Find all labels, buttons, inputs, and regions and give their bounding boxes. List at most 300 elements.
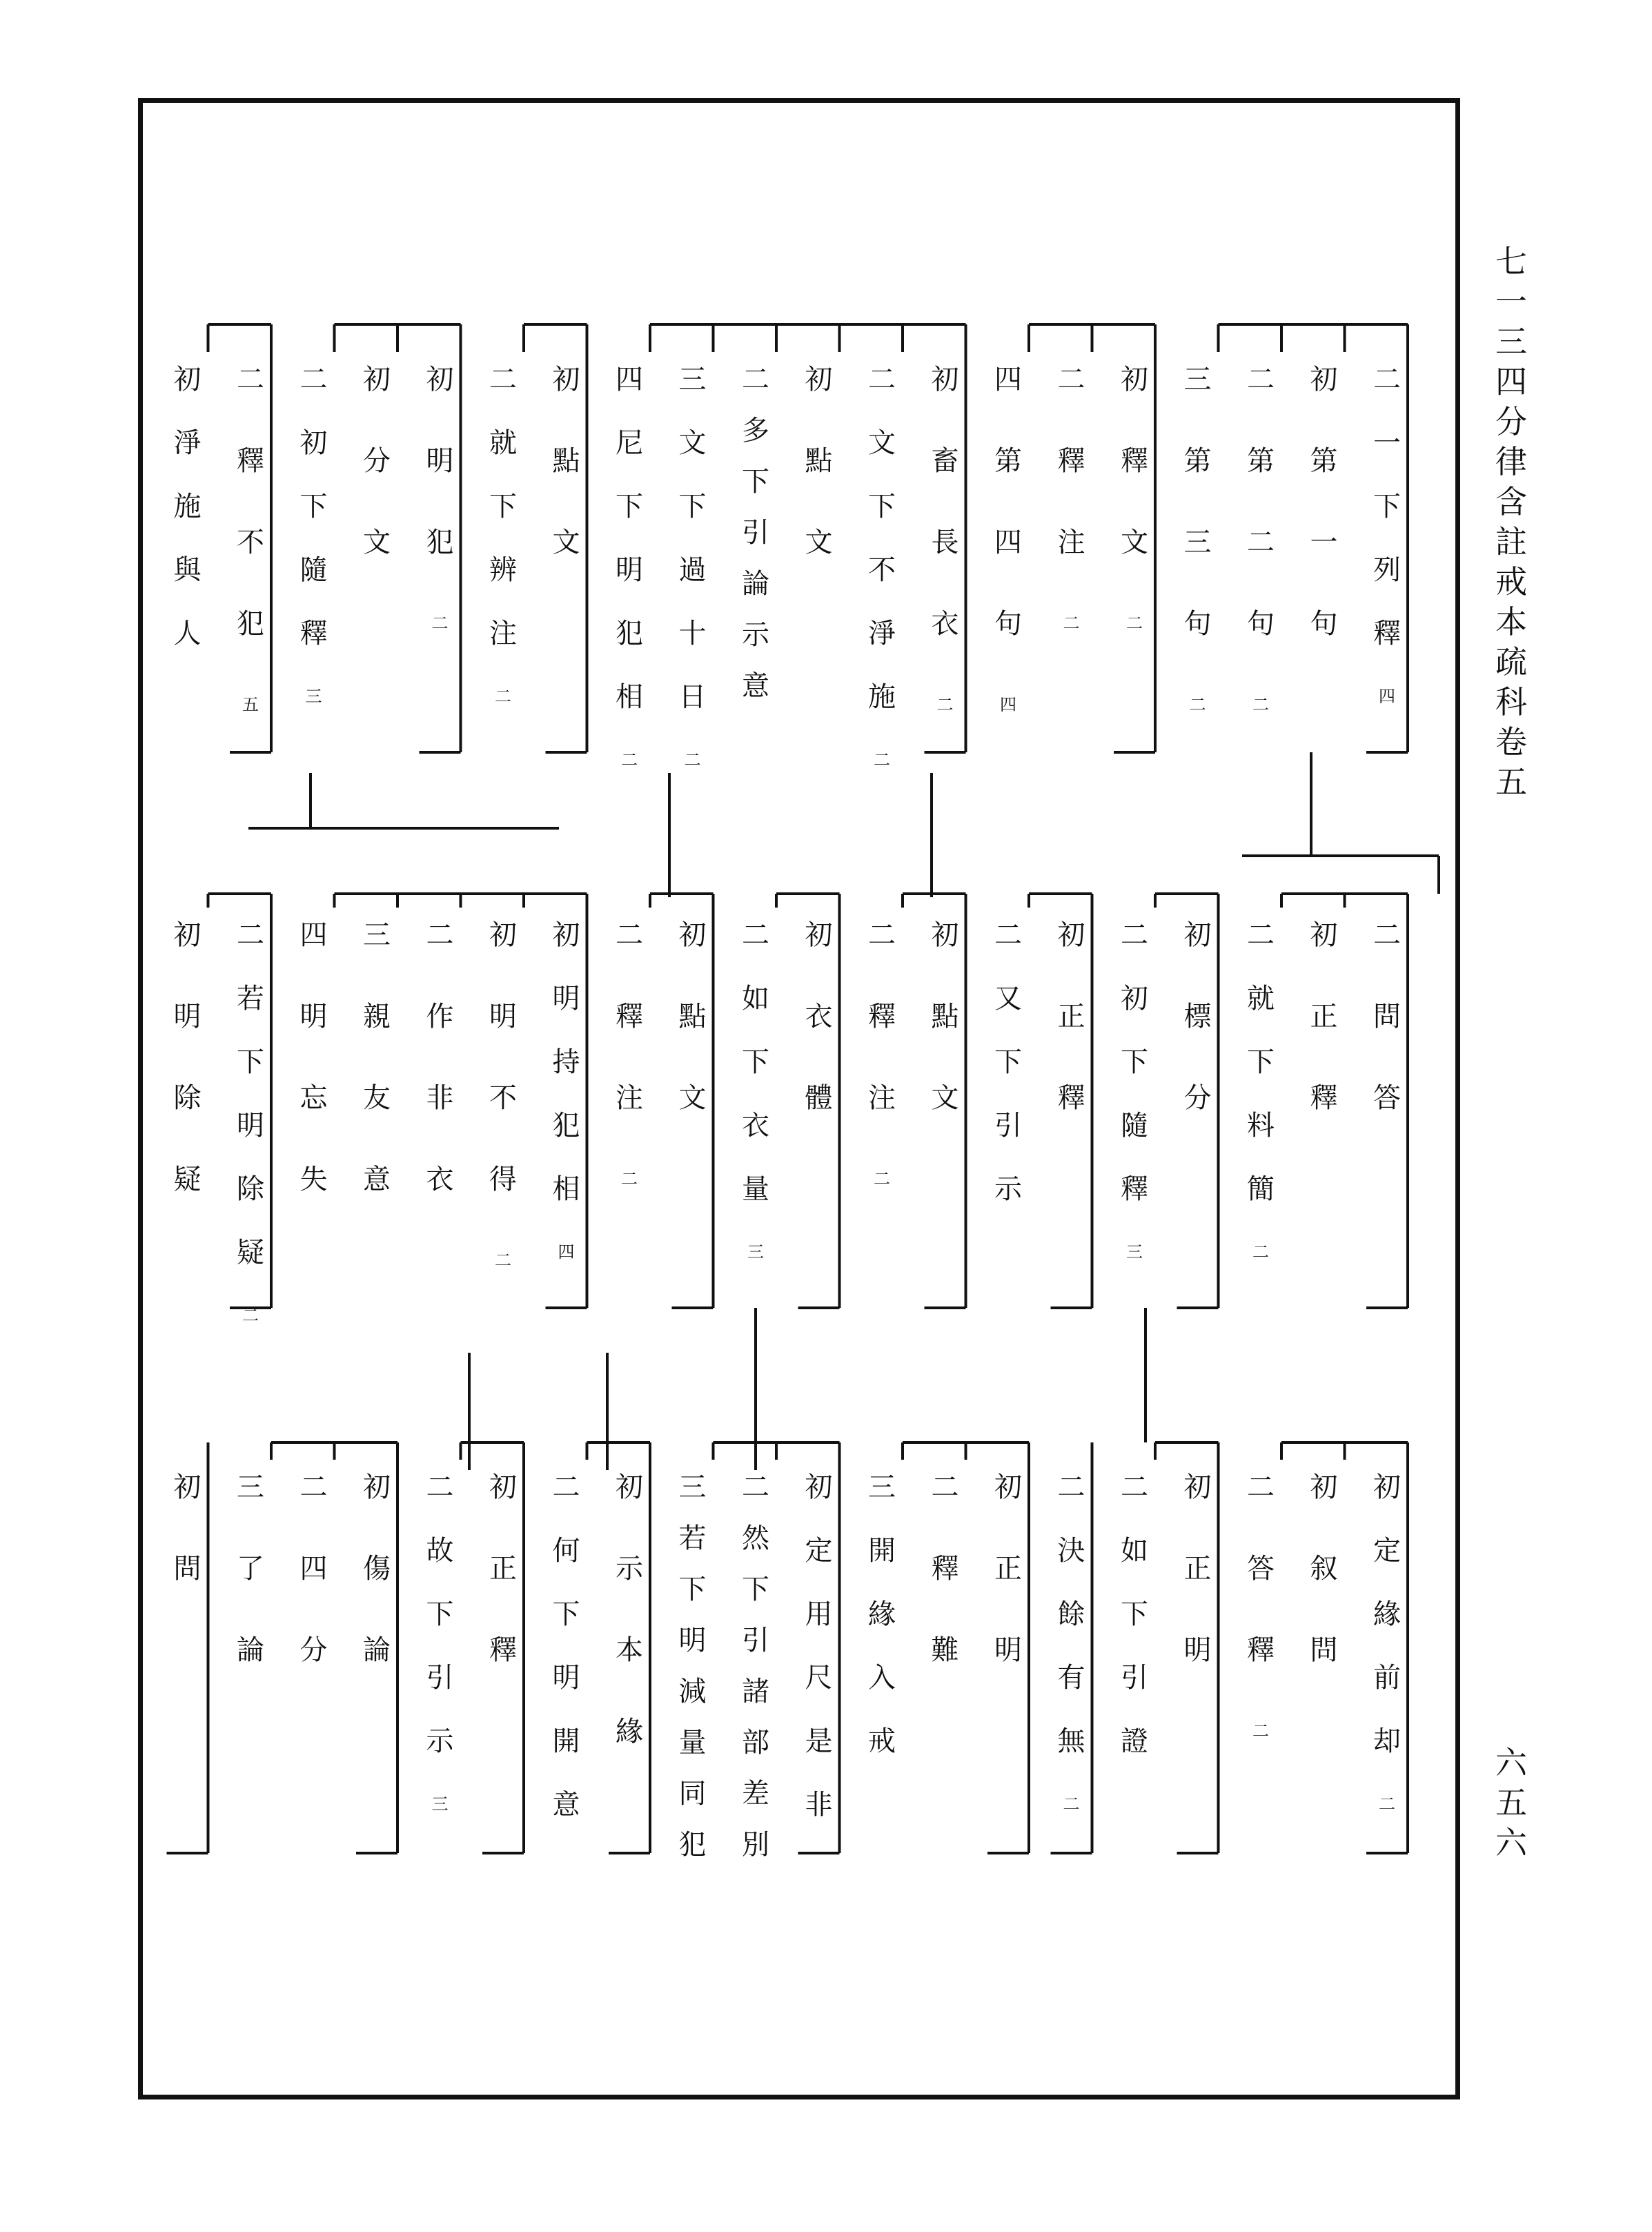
entry-char: 施 xyxy=(868,681,896,713)
subdivision-count: 二 xyxy=(242,1306,259,1325)
entry-char: 若 xyxy=(237,983,264,1015)
entry-char: 初 xyxy=(1183,1471,1212,1503)
entry-char: 證 xyxy=(1121,1725,1148,1757)
entry-char: 疑 xyxy=(237,1237,264,1269)
outline-entry xyxy=(478,366,528,705)
entry-char: 多 xyxy=(742,415,769,447)
subdivision-count: 二 xyxy=(495,1251,511,1270)
entry-char: 同 xyxy=(678,1778,707,1810)
entry-char: 用 xyxy=(805,1598,833,1630)
entry-char: 文 xyxy=(363,527,391,558)
entry-char: 友 xyxy=(363,1082,391,1114)
entry-char: 答 xyxy=(1373,1082,1401,1114)
entry-char: 明 xyxy=(237,1110,264,1142)
entry-char: 二 xyxy=(1247,1471,1275,1503)
entry-char: 點 xyxy=(805,445,833,477)
entry-char: 明 xyxy=(489,1001,517,1032)
entry-char: 下 xyxy=(742,1574,769,1605)
entry-char: 畜 xyxy=(931,445,959,477)
entry-char: 不 xyxy=(868,554,896,586)
page-number-text: 六五六 xyxy=(1495,1744,1527,1861)
outline-entry xyxy=(1362,921,1412,1166)
entry-char: 下 xyxy=(552,1598,580,1630)
subdivision-count: 三 xyxy=(1126,1242,1143,1262)
outline-entry xyxy=(983,1471,1033,1718)
entry-char: 餘 xyxy=(1057,1598,1085,1630)
entry-char: 初 xyxy=(173,364,201,395)
outline-entry xyxy=(794,366,844,610)
entry-char: 二 xyxy=(299,1471,328,1503)
entry-char: 定 xyxy=(1373,1535,1401,1567)
entry-char: 初 xyxy=(552,919,580,951)
subdivision-count: 二 xyxy=(1189,695,1206,714)
entry-char: 除 xyxy=(173,1082,201,1114)
entry-char: 相 xyxy=(552,1173,580,1205)
entry-char: 相 xyxy=(616,681,643,713)
outline-entry xyxy=(1236,1471,1286,1741)
entry-char: 下 xyxy=(1121,1598,1148,1630)
entry-char: 初 xyxy=(173,919,201,951)
entry-char: 點 xyxy=(931,1001,959,1032)
entry-char: 文 xyxy=(805,527,833,558)
entry-char: 與 xyxy=(173,554,201,586)
outline-entry xyxy=(415,1471,465,1814)
subdivision-count: 二 xyxy=(936,695,954,714)
entry-char: 明 xyxy=(616,554,643,586)
entry-char: 諸 xyxy=(742,1676,769,1707)
entry-char: 第 xyxy=(994,445,1022,477)
outline-entry xyxy=(163,921,213,1247)
outline-entry xyxy=(542,921,591,1261)
entry-char: 衣 xyxy=(426,1164,454,1195)
entry-char: 標 xyxy=(1183,1001,1212,1032)
entry-char: 二 xyxy=(742,364,769,395)
entry-char: 正 xyxy=(1183,1553,1212,1585)
subdivision-count: 二 xyxy=(495,687,511,706)
entry-char: 本 xyxy=(616,1634,643,1666)
entry-char: 犯 xyxy=(552,1110,580,1142)
entry-char: 下 xyxy=(489,491,517,522)
outline-entry xyxy=(289,366,339,705)
outline-entry xyxy=(1110,366,1159,632)
subdivision-count: 二 xyxy=(431,614,449,633)
entry-char: 三 xyxy=(678,1471,707,1503)
entry-char: 初 xyxy=(299,427,328,459)
outline-entry xyxy=(1236,921,1286,1261)
entry-char: 非 xyxy=(805,1789,833,1821)
entry-char: 明 xyxy=(994,1634,1022,1666)
entry-char: 示 xyxy=(616,1553,643,1585)
subdivision-count: 二 xyxy=(1252,1242,1269,1262)
entry-char: 句 xyxy=(1247,608,1275,640)
entry-char: 二 xyxy=(299,364,328,395)
entry-char: 部 xyxy=(742,1727,769,1759)
entry-char: 初 xyxy=(1373,1471,1401,1503)
entry-char: 緣 xyxy=(868,1598,896,1630)
entry-char: 初 xyxy=(489,1471,517,1503)
entry-char: 施 xyxy=(173,491,201,522)
entry-char: 下 xyxy=(426,1598,454,1630)
subdivision-count: 三 xyxy=(305,687,322,706)
outline-entry xyxy=(1047,366,1097,632)
entry-char: 四 xyxy=(994,527,1022,558)
entry-char: 若 xyxy=(678,1523,707,1554)
entry-char: 釋 xyxy=(1310,1082,1338,1114)
entry-char: 注 xyxy=(489,618,517,649)
entry-char: 十 xyxy=(678,618,707,649)
outline-entry xyxy=(1236,366,1286,714)
entry-char: 注 xyxy=(616,1082,643,1114)
entry-char: 二 xyxy=(237,364,264,395)
entry-char: 不 xyxy=(237,527,264,558)
entry-char: 二 xyxy=(1247,364,1275,395)
entry-char: 初 xyxy=(363,364,391,395)
entry-char: 第 xyxy=(1183,445,1212,477)
entry-char: 示 xyxy=(426,1725,454,1757)
entry-char: 日 xyxy=(678,681,707,713)
entry-char: 明 xyxy=(678,1625,707,1656)
entry-char: 初 xyxy=(1310,364,1338,395)
entry-char: 下 xyxy=(868,491,896,522)
outline-entry xyxy=(857,1471,907,1791)
entry-char: 初 xyxy=(1057,919,1085,951)
entry-char: 下 xyxy=(1247,1046,1275,1078)
entry-char: 四 xyxy=(616,364,643,395)
entry-char: 二 xyxy=(489,364,517,395)
outline-entry xyxy=(604,366,654,769)
entry-char: 傷 xyxy=(363,1553,391,1585)
entry-char: 如 xyxy=(1121,1535,1148,1567)
entry-char: 疑 xyxy=(173,1164,201,1195)
entry-char: 三 xyxy=(868,1471,896,1503)
entry-char: 減 xyxy=(678,1676,707,1707)
entry-char: 忘 xyxy=(299,1082,328,1114)
entry-char: 列 xyxy=(1373,554,1401,586)
entry-char: 初 xyxy=(805,364,833,395)
entry-char: 文 xyxy=(552,527,580,558)
entry-char: 二 xyxy=(1247,919,1275,951)
entry-char: 明 xyxy=(552,1662,580,1694)
entry-char: 是 xyxy=(805,1725,833,1757)
subdivision-count: 四 xyxy=(558,1242,575,1262)
outline-entry xyxy=(352,921,402,1247)
entry-char: 辨 xyxy=(489,554,517,586)
entry-char: 下 xyxy=(1373,491,1401,522)
entry-char: 犯 xyxy=(237,608,264,640)
entry-char: 初 xyxy=(678,919,707,951)
outline-entry xyxy=(1110,1471,1159,1791)
entry-char: 前 xyxy=(1373,1662,1401,1694)
subdivision-count: 二 xyxy=(1126,614,1143,633)
entry-char: 正 xyxy=(489,1553,517,1585)
entry-char: 差 xyxy=(742,1778,769,1810)
entry-char: 四 xyxy=(994,364,1022,395)
entry-char: 親 xyxy=(363,1001,391,1032)
entry-char: 下 xyxy=(299,491,328,522)
entry-char: 初 xyxy=(931,919,959,951)
entry-char: 釋 xyxy=(1121,1173,1148,1205)
entry-char: 明 xyxy=(426,445,454,477)
outline-entry xyxy=(1173,366,1223,714)
entry-char: 二 xyxy=(552,1471,580,1503)
entry-char: 示 xyxy=(994,1173,1022,1205)
entry-char: 初 xyxy=(931,364,959,395)
outline-entry xyxy=(1173,1471,1223,1718)
entry-char: 二 xyxy=(426,1471,454,1503)
outline-entry xyxy=(163,366,213,683)
entry-char: 開 xyxy=(868,1535,896,1567)
entry-char: 一 xyxy=(1373,427,1401,459)
outline-entry xyxy=(1299,1471,1349,1718)
entry-char: 句 xyxy=(994,608,1022,640)
entry-char: 了 xyxy=(237,1553,264,1585)
entry-char: 正 xyxy=(994,1553,1022,1585)
entry-char: 引 xyxy=(426,1662,454,1694)
entry-char: 初 xyxy=(426,364,454,395)
entry-char: 三 xyxy=(1183,527,1212,558)
entry-char: 二 xyxy=(1121,919,1148,951)
entry-char: 尺 xyxy=(805,1662,833,1694)
entry-char: 二 xyxy=(868,919,896,951)
entry-char: 文 xyxy=(678,427,707,459)
entry-char: 二 xyxy=(1247,527,1275,558)
entry-char: 文 xyxy=(1121,527,1148,558)
subdivision-count: 二 xyxy=(621,750,638,770)
entry-char: 二 xyxy=(1121,1471,1148,1503)
entry-char: 意 xyxy=(552,1789,580,1821)
entry-char: 正 xyxy=(1057,1001,1085,1032)
entry-char: 二 xyxy=(616,919,643,951)
entry-char: 二 xyxy=(1373,919,1401,951)
entry-char: 注 xyxy=(868,1082,896,1114)
entry-char: 初 xyxy=(1121,983,1148,1015)
entry-char: 開 xyxy=(552,1725,580,1757)
entry-char: 意 xyxy=(363,1164,391,1195)
entry-char: 引 xyxy=(1121,1662,1148,1694)
outline-entry xyxy=(226,921,275,1324)
entry-char: 尼 xyxy=(616,427,643,459)
entry-char: 四 xyxy=(299,919,328,951)
entry-char: 持 xyxy=(552,1046,580,1078)
outline-entry xyxy=(794,1471,844,1854)
outline-entry xyxy=(1299,921,1349,1166)
subdivision-count: 二 xyxy=(874,1169,890,1188)
outline-entry xyxy=(983,366,1033,714)
entry-char: 叙 xyxy=(1310,1553,1338,1585)
subdivision-count: 二 xyxy=(1252,695,1269,714)
entry-char: 論 xyxy=(237,1634,264,1666)
entry-char: 初 xyxy=(616,1471,643,1503)
entry-char: 二 xyxy=(742,919,769,951)
book-title: 四分律含註戒本疏科卷五 xyxy=(1495,363,1527,801)
outline-entry xyxy=(1110,921,1159,1261)
subdivision-count: 二 xyxy=(1252,1721,1269,1741)
entry-char: 二 xyxy=(931,1471,959,1503)
entry-char: 初 xyxy=(805,919,833,951)
outline-entry xyxy=(1047,921,1097,1166)
entry-char: 明 xyxy=(552,983,580,1015)
entry-char: 初 xyxy=(552,364,580,395)
entry-char: 簡 xyxy=(1247,1173,1275,1205)
entry-char: 得 xyxy=(489,1164,517,1195)
outline-entry xyxy=(352,1471,402,1718)
entry-char: 注 xyxy=(1057,527,1085,558)
entry-char: 釋 xyxy=(1247,1634,1275,1666)
outline-entry xyxy=(1173,921,1223,1166)
entry-char: 犯 xyxy=(678,1829,707,1861)
entry-char: 句 xyxy=(1183,608,1212,640)
subdivision-count: 二 xyxy=(874,750,890,770)
entry-char: 緣 xyxy=(616,1716,643,1748)
entry-char: 分 xyxy=(363,445,391,477)
entry-char: 論 xyxy=(742,568,769,600)
entry-char: 正 xyxy=(1310,1001,1338,1032)
entry-char: 却 xyxy=(1373,1725,1401,1757)
outline-entry xyxy=(1299,366,1349,692)
subdivision-count: 二 xyxy=(1063,1794,1080,1814)
entry-char: 下 xyxy=(678,491,707,522)
entry-char: 淨 xyxy=(173,427,201,459)
entry-char: 釋 xyxy=(489,1634,517,1666)
entry-char: 非 xyxy=(426,1082,454,1114)
entry-char: 問 xyxy=(1373,1001,1401,1032)
entry-char: 二 xyxy=(1057,1471,1085,1503)
entry-char: 隨 xyxy=(1121,1110,1148,1142)
entry-char: 二 xyxy=(1057,364,1085,395)
entry-char: 引 xyxy=(742,1625,769,1656)
outline-entry xyxy=(226,1471,275,1718)
entry-char: 四 xyxy=(299,1553,328,1585)
entry-char: 入 xyxy=(868,1662,896,1694)
outline-entry xyxy=(604,921,654,1188)
entry-char: 二 xyxy=(426,919,454,951)
entry-char: 衣 xyxy=(805,1001,833,1032)
outline-entry xyxy=(163,1471,213,1636)
subdivision-count: 二 xyxy=(1063,614,1080,633)
entry-char: 文 xyxy=(868,427,896,459)
entry-char: 初 xyxy=(1183,919,1212,951)
entry-char: 過 xyxy=(678,554,707,586)
entry-char: 初 xyxy=(805,1471,833,1503)
outline-entry xyxy=(921,921,970,1166)
entry-char: 初 xyxy=(1310,919,1338,951)
outline-entry xyxy=(921,366,970,714)
entry-char: 除 xyxy=(237,1173,264,1205)
entry-char: 引 xyxy=(742,517,769,549)
entry-char: 下 xyxy=(742,1046,769,1078)
outline-entry xyxy=(668,366,718,769)
entry-char: 如 xyxy=(742,983,769,1015)
subdivision-count: 二 xyxy=(1379,1794,1395,1814)
entry-char: 長 xyxy=(931,527,959,558)
entry-char: 二 xyxy=(742,1471,769,1503)
entry-char: 第 xyxy=(1310,445,1338,477)
entry-char: 不 xyxy=(489,1082,517,1114)
page-reference: 七一三 xyxy=(1495,243,1527,360)
subdivision-count: 三 xyxy=(747,1242,764,1262)
entry-char: 釋 xyxy=(237,445,264,477)
entry-char: 二 xyxy=(868,364,896,395)
entry-char: 量 xyxy=(678,1727,707,1759)
entry-char: 二 xyxy=(1373,364,1401,395)
entry-char: 三 xyxy=(363,919,391,951)
entry-char: 示 xyxy=(742,619,769,651)
subdivision-count: 三 xyxy=(431,1794,449,1814)
outline-entry xyxy=(542,366,591,610)
entry-char: 隨 xyxy=(299,554,328,586)
subdivision-count: 二 xyxy=(684,750,701,770)
entry-char: 下 xyxy=(678,1574,707,1605)
outline-entry xyxy=(478,1471,528,1718)
outline-entry xyxy=(226,366,275,714)
entry-char: 點 xyxy=(552,445,580,477)
entry-char: 有 xyxy=(1057,1662,1085,1694)
outline-entry xyxy=(1362,1471,1412,1814)
entry-char: 釋 xyxy=(868,1001,896,1032)
entry-char: 下 xyxy=(994,1046,1022,1078)
entry-char: 二 xyxy=(994,919,1022,951)
entry-char: 初 xyxy=(173,1471,201,1503)
entry-char: 故 xyxy=(426,1535,454,1567)
entry-char: 意 xyxy=(742,670,769,702)
entry-char: 決 xyxy=(1057,1535,1085,1567)
entry-char: 衣 xyxy=(742,1110,769,1142)
outline-entry xyxy=(604,1471,654,1799)
entry-char: 定 xyxy=(805,1535,833,1567)
subdivision-count: 五 xyxy=(242,695,259,714)
entry-char: 別 xyxy=(742,1829,769,1861)
entry-char: 三 xyxy=(237,1471,264,1503)
entry-char: 戒 xyxy=(868,1725,896,1757)
outline-entry xyxy=(731,921,780,1261)
entry-char: 何 xyxy=(552,1535,580,1567)
outline-entry xyxy=(668,1471,718,1882)
outline-entry xyxy=(794,921,844,1166)
subdivision-count: 四 xyxy=(1379,687,1395,706)
entry-char: 下 xyxy=(1121,1046,1148,1078)
entry-char: 三 xyxy=(678,364,707,395)
outline-entry xyxy=(352,366,402,610)
entry-char: 體 xyxy=(805,1082,833,1114)
outline-entry xyxy=(1362,366,1412,705)
entry-char: 失 xyxy=(299,1164,328,1195)
entry-char: 分 xyxy=(1183,1082,1212,1114)
entry-char: 句 xyxy=(1310,608,1338,640)
entry-char: 一 xyxy=(1310,527,1338,558)
outline-entry xyxy=(921,1471,970,1718)
entry-char: 論 xyxy=(363,1634,391,1666)
entry-char: 然 xyxy=(742,1523,769,1554)
entry-char: 下 xyxy=(237,1046,264,1078)
entry-char: 問 xyxy=(1310,1634,1338,1666)
entry-char: 下 xyxy=(616,491,643,522)
entry-char: 問 xyxy=(173,1553,201,1585)
outline-entry xyxy=(289,921,339,1247)
entry-char: 下 xyxy=(742,466,769,498)
entry-char: 初 xyxy=(994,1471,1022,1503)
outline-entry xyxy=(668,921,718,1166)
outline-entry xyxy=(415,921,465,1247)
entry-char: 緣 xyxy=(1373,1598,1401,1630)
entry-char: 淨 xyxy=(868,618,896,649)
entry-char: 明 xyxy=(1183,1634,1212,1666)
entry-char: 點 xyxy=(678,1001,707,1032)
entry-char: 文 xyxy=(931,1082,959,1114)
entry-char: 初 xyxy=(489,919,517,951)
entry-char: 釋 xyxy=(1121,445,1148,477)
entry-char: 犯 xyxy=(426,527,454,558)
outline-entry xyxy=(731,366,780,723)
